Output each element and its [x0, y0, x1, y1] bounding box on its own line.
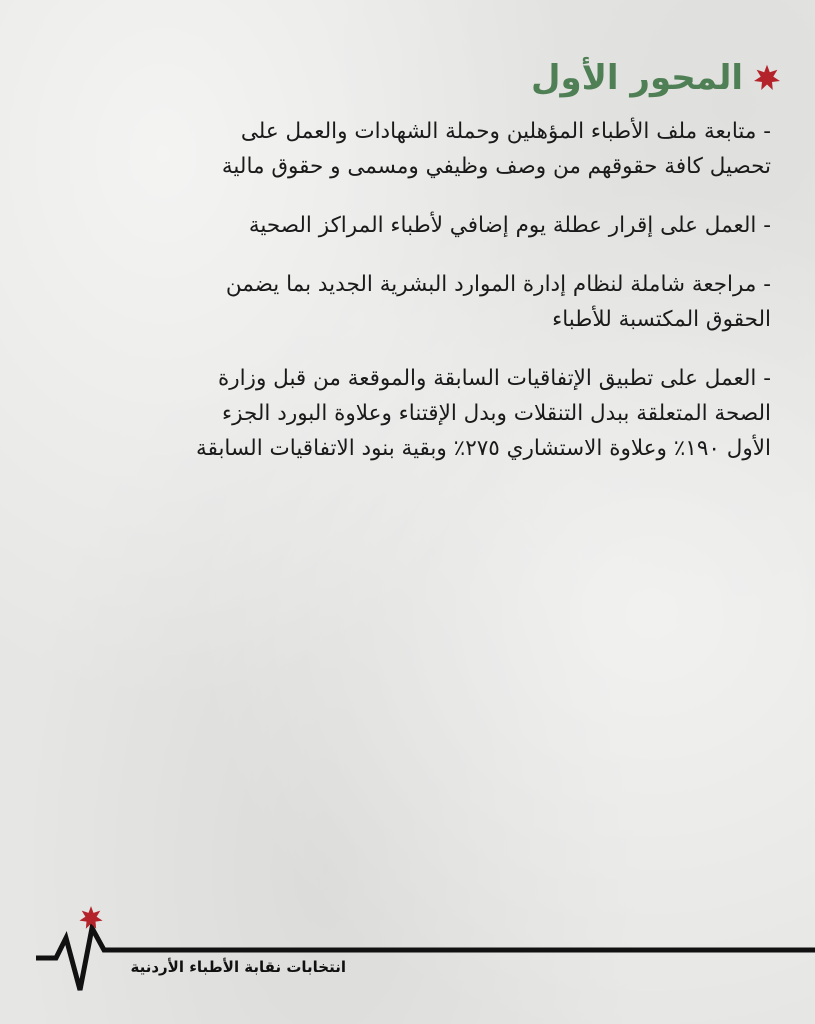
list-item-agreements: [71, 361, 771, 466]
list-item-follow-up: [71, 114, 771, 184]
list-item-line: - متابعة ملف الأطباء المؤهلين وحملة الشهادات والعمل على: [240, 119, 771, 144]
list-item-line: - العمل على تطبيق الإتفاقيات السابقة والموقعة من قبل وزارة: [217, 366, 771, 391]
list-item-hr-review: [71, 267, 771, 337]
list-item-line: الصحة المتعلقة ببدل التنقلات وبدل الإقتناء وعلاوة البورد الجزء: [222, 401, 771, 426]
footer: [0, 900, 815, 1024]
list-item-line: تحصيل كافة حقوقهم من وصف وظيفي ومسمى و حقوق مالية: [221, 154, 771, 179]
list-item-line: - مراجعة شاملة لنظام إدارة الموارد البشرية الجديد بما يضمن: [225, 272, 771, 297]
list-item-line: الأول ١٩٠٪ وعلاوة الاستشاري ٢٧٥٪ وبقية بنود الاتفاقيات السابقة: [196, 436, 771, 461]
items-list: [71, 114, 771, 490]
list-item-line: - العمل على إقرار عطلة يوم إضافي لأطباء المراكز الصحية: [248, 213, 771, 238]
list-item-line: الحقوق المكتسبة للأطباء: [552, 307, 771, 332]
list-item-holiday: [71, 208, 771, 243]
footer-text: انتخابات نقابة الأطباء الأردنية: [130, 958, 346, 976]
heading-title: المحور الأول: [530, 58, 743, 98]
section-heading: [531, 52, 781, 104]
red-star-icon: [753, 64, 781, 92]
